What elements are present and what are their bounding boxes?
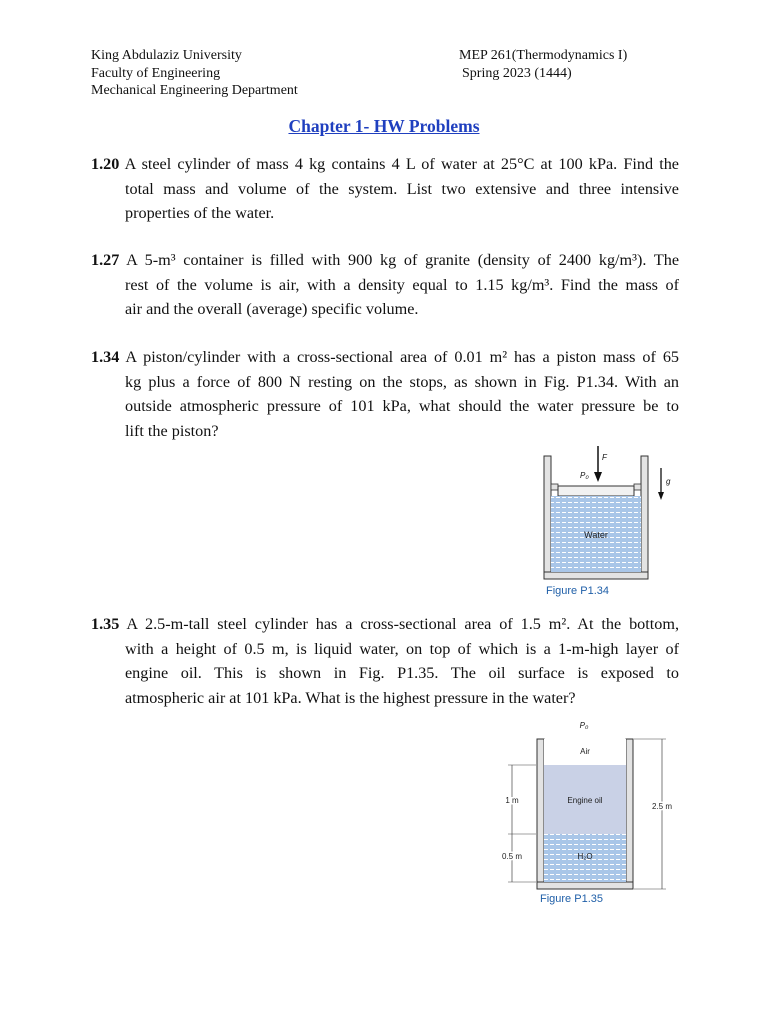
- air-label: Air: [580, 747, 590, 756]
- cylinder-right-wall: [626, 739, 633, 889]
- problem-line: properties of the water.: [125, 204, 275, 223]
- piston-stop-right: [634, 484, 641, 490]
- problem-1-35: [91, 612, 679, 710]
- course-name: MEP 261(Thermodynamics I): [459, 48, 628, 63]
- piston-stop-left: [551, 484, 558, 490]
- dim-water-label: 0.5 m: [501, 852, 523, 861]
- force-label: F: [602, 453, 607, 462]
- figure-caption: Figure P1.35: [540, 893, 603, 905]
- problem-number: 1.20: [91, 155, 120, 173]
- problem-line: air and the overall (average) specific volume.: [125, 300, 419, 319]
- department-name: Mechanical Engineering Department: [91, 83, 298, 98]
- problem-line: rest of the volume is air, with a density equal to 1.15 kg/m³. Find the mass of: [125, 275, 679, 294]
- figure-p1-35: [496, 712, 686, 912]
- piston: [558, 486, 634, 496]
- force-arrow-head: [594, 472, 602, 482]
- problem-number: 1.27: [91, 251, 120, 269]
- problem-1-20: [91, 152, 679, 226]
- cylinder-left-wall: [537, 739, 544, 889]
- dim-oil-label: 1 m: [505, 796, 519, 805]
- problem-line: with a height of 0.5 m, is liquid water, on top of which is a 1-m-high layer of: [125, 639, 679, 658]
- problem-number: 1.35: [91, 615, 120, 633]
- problem-line: 1.27 A 5-m³ container is filled with 900 kg of granite (density of 2400 kg/m³). The: [91, 251, 679, 269]
- problem-line: lift the piston?: [125, 421, 219, 440]
- problem-line: total mass and volume of the system. List two extensive and three intensive: [125, 179, 679, 198]
- faculty-name: Faculty of Engineering: [91, 65, 221, 81]
- figure-caption: Figure P1.34: [546, 585, 609, 597]
- p0-label: P₀: [579, 721, 589, 730]
- figure-p1-34: [538, 440, 678, 600]
- cylinder-right-wall: [641, 456, 648, 579]
- gravity-label: g: [666, 477, 671, 486]
- problem-line: 1.34 A piston/cylinder with a cross-sectional area of 0.01 m² has a piston mass of 65: [91, 348, 680, 366]
- oil-label: Engine oil: [567, 796, 603, 805]
- problem-line: outside atmospheric pressure of 101 kPa, what should the water pressure be to: [125, 397, 679, 416]
- water-label: H₂O: [577, 852, 593, 861]
- problem-line: kg plus a force of 800 N resting on the stops, as shown in Fig. P1.34. With an: [125, 372, 679, 391]
- cylinder-bottom: [537, 882, 633, 889]
- header-right: [459, 47, 627, 82]
- p0-label: P₀: [580, 471, 589, 480]
- problem-line: atmospheric air at 101 kPa. What is the highest pressure in the water?: [125, 688, 576, 707]
- dim-total-label: 2.5 m: [651, 802, 673, 811]
- header-left: [91, 47, 298, 100]
- problem-number: 1.34: [91, 348, 120, 366]
- problem-1-34: [91, 345, 679, 443]
- problem-1-27: [91, 248, 679, 322]
- cylinder-left-wall: [544, 456, 551, 579]
- term: Spring 2023 (1444): [462, 65, 572, 81]
- cylinder-bottom: [544, 572, 648, 579]
- problem-line: 1.35 A 2.5-m-tall steel cylinder has a cross-sectional area of 1.5 m². At the bottom,: [91, 615, 679, 633]
- water-label: Water: [584, 530, 608, 540]
- gravity-arrow-head: [658, 492, 664, 500]
- problem-line: engine oil. This is shown in Fig. P1.35. The oil surface is exposed to: [125, 664, 679, 683]
- university-name: King Abdulaziz University: [91, 48, 242, 63]
- problem-line: 1.20 A steel cylinder of mass 4 kg contains 4 L of water at 25°C at 100 kPa. Find the: [91, 155, 679, 173]
- page-title: Chapter 1- HW Problems: [288, 116, 480, 136]
